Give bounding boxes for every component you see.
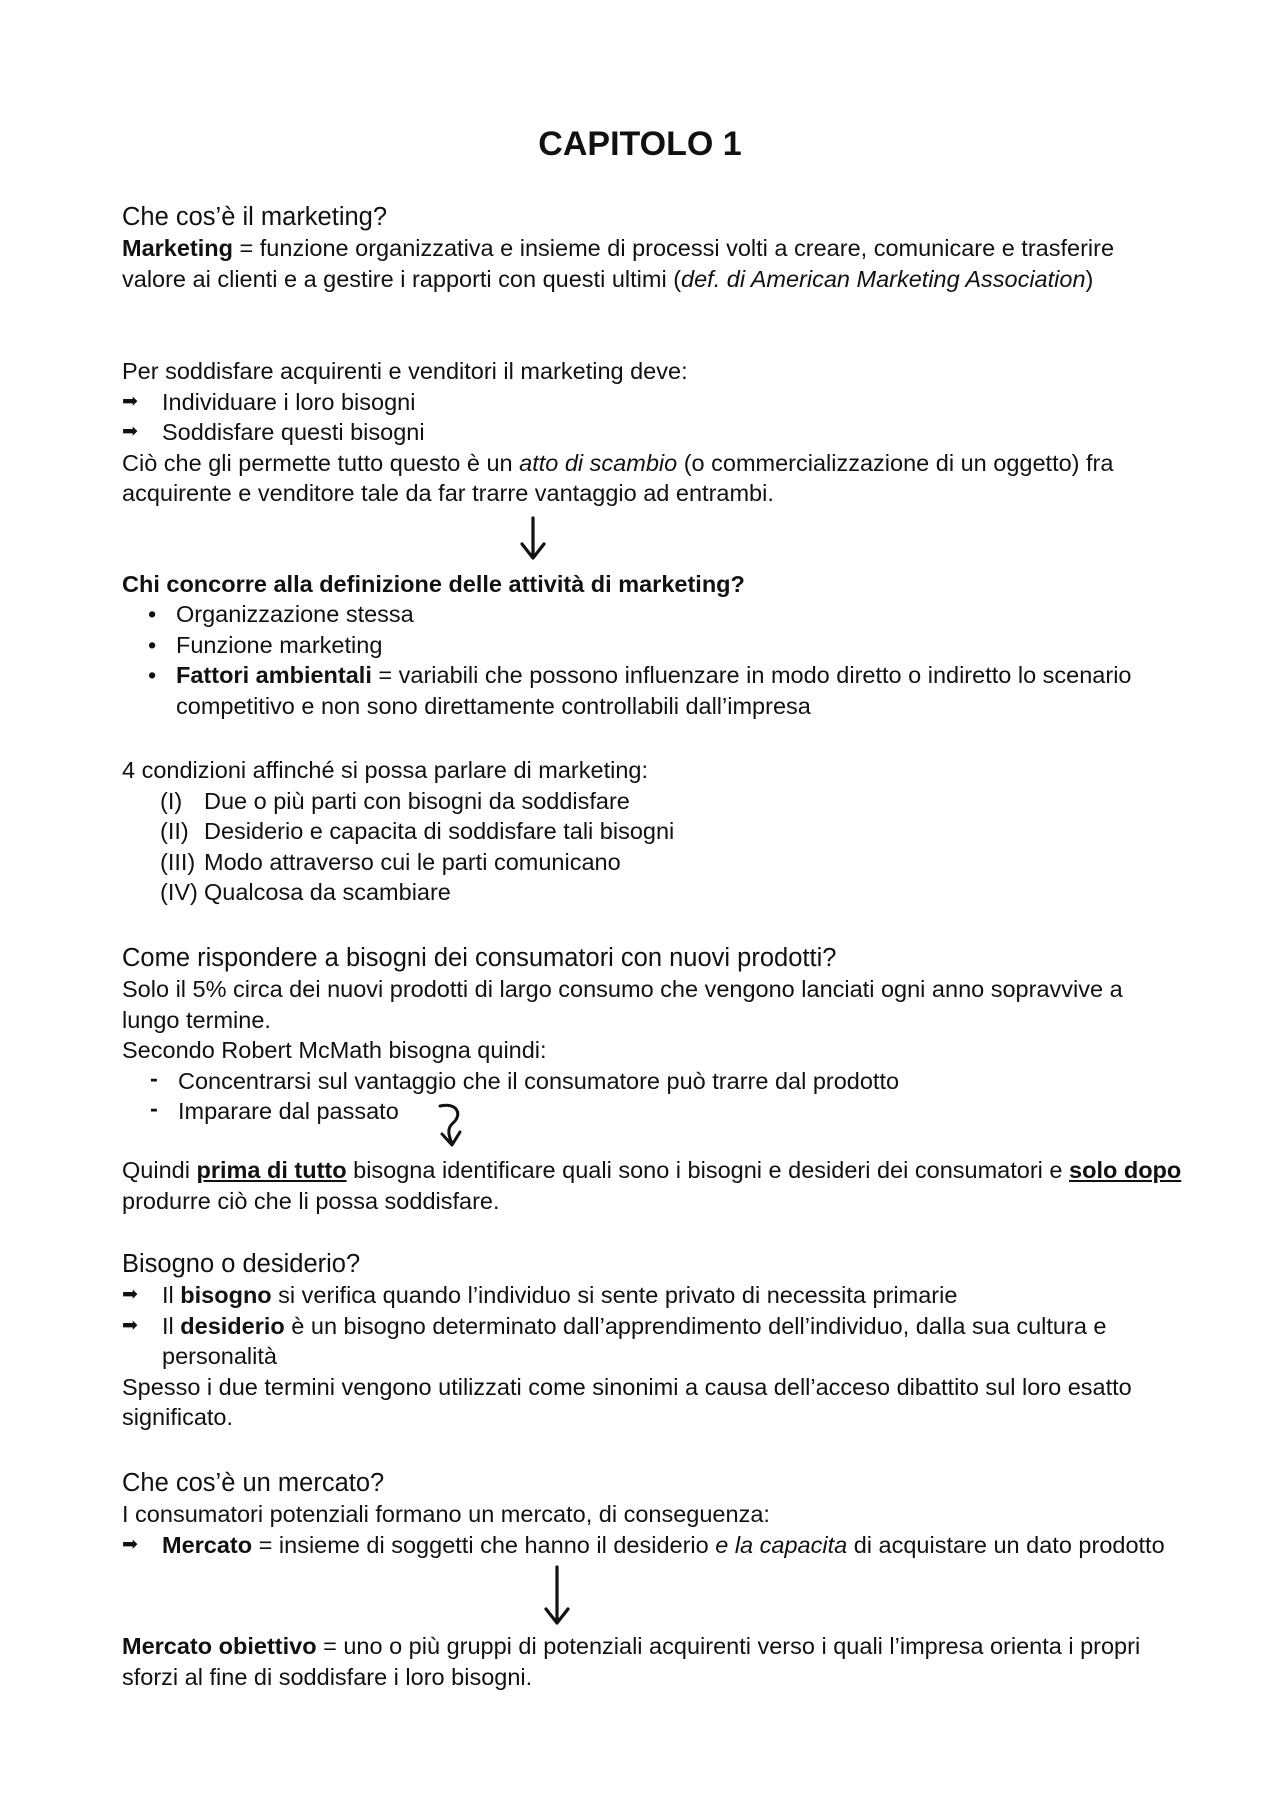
list-item: ➡ Mercato = insieme di soggetti che hanno il desiderio e la capacita di acquistare un dato prodotto <box>122 1530 1182 1561</box>
list-item: ➡ Il bisogno si verifica quando l’individuo si sente privato di necessita primarie <box>122 1280 1182 1311</box>
list-item: (IV) Qualcosa da scambiare <box>160 879 451 905</box>
section-target-market <box>122 1631 1182 1692</box>
paragraph: Spesso i due termini vengono utilizzati come sinonimi a causa dell’acceso dibattito sul loro esatto significato. <box>122 1373 1132 1430</box>
paragraph: Mercato obiettivo = uno o più gruppi di potenziali acquirenti verso i quali l’impresa orienta i propri sforzi al fine di soddisfare i loro bisogni. <box>122 1633 1141 1690</box>
paragraph: Solo il 5% circa dei nuovi prodotti di largo consumo che vengono lanciati ogni anno sopravvive a lungo termine. <box>122 976 1123 1033</box>
list-item: (I) Due o più parti con bisogni da soddisfare <box>160 787 630 814</box>
paragraph: Secondo Robert McMath bisogna quindi: <box>122 1037 547 1063</box>
marketing-definition: Marketing = funzione organizzativa e insieme di processi volti a creare, comunicare e trasferire valore ai clienti e a gestire i rapporti con questi ultimi (def. di American Marketing Association) <box>122 235 1115 292</box>
section-marketing-actors <box>122 569 1182 721</box>
arrow-right-icon: ➡ <box>122 390 138 412</box>
section-marketing-needs <box>122 356 1182 509</box>
section-need-or-desire <box>122 1248 1182 1433</box>
list-item: • Organizzazione stessa <box>122 599 1182 630</box>
section-new-products <box>122 942 1182 1127</box>
dash-icon: - <box>150 1064 158 1091</box>
arrow-down-icon <box>541 1565 573 1627</box>
paragraph: Ciò che gli permette tutto questo è un atto di scambio (o commercializzazione di un oggetto) fra acquirente e venditore tale da far trarre vantaggio ad entrambi. <box>122 449 1114 506</box>
section-heading: Come rispondere a bisogni dei consumatori con nuovi prodotti? <box>122 944 837 972</box>
curved-arrow-down-icon <box>434 1100 470 1148</box>
list-item: ➡ Il desiderio è un bisogno determinato dall’apprendimento dell’individuo, dalla sua cultura e personalità <box>122 1312 1107 1369</box>
paragraph: Quindi prima di tutto bisogna identificare quali sono i bisogni e desideri dei consumatori e solo dopo produrre ciò che li possa soddisfare. <box>122 1157 1182 1214</box>
arrow-right-icon: ➡ <box>122 1533 138 1555</box>
list-item: ➡ Individuare i loro bisogni <box>122 387 1182 418</box>
arrow-right-icon: ➡ <box>122 1284 138 1305</box>
section-heading: Bisogno o desiderio? <box>122 1250 361 1278</box>
arrow-down-icon <box>518 516 548 562</box>
dash-icon: - <box>150 1095 158 1121</box>
section-marketing-conditions <box>122 755 1182 908</box>
list-item: (III) Modo attraverso cui le parti comunicano <box>160 848 621 875</box>
chapter-title: CAPITOLO 1 <box>538 125 742 163</box>
list-item: • Funzione marketing <box>122 630 1182 661</box>
section-heading: Che cos’è un mercato? <box>122 1469 385 1497</box>
arrow-right-icon: ➡ <box>122 1314 138 1336</box>
list-item: (II) Desiderio e capacita di soddisfare tali bisogni <box>160 818 675 844</box>
bullet-icon: • <box>148 631 157 658</box>
paragraph: I consumatori potenziali formano un mercato, di conseguenza: <box>122 1501 770 1527</box>
section-market <box>122 1467 1182 1560</box>
section-new-products-conclusion <box>122 1155 1182 1216</box>
arrow-right-icon: ➡ <box>122 421 138 442</box>
section-heading: Che cos’è il marketing? <box>122 203 388 231</box>
paragraph: 4 condizioni affinché si possa parlare di marketing: <box>122 757 648 783</box>
list-item: - Concentrarsi sul vantaggio che il consumatore può trarre dal prodotto <box>150 1064 900 1094</box>
list-item: - Imparare dal passato <box>150 1095 399 1124</box>
bullet-icon: • <box>148 601 157 627</box>
bullet-icon: • <box>148 662 157 688</box>
section-heading: Chi concorre alla definizione delle attività di marketing? <box>122 571 745 597</box>
list-item: ➡ Soddisfare questi bisogni <box>122 417 1182 448</box>
section-marketing-definition <box>122 201 1182 294</box>
list-item: • Fattori ambientali = variabili che possono influenzare in modo diretto o indiretto lo scenario competitivo e non sono direttamente controllabili dall’impresa <box>148 662 1132 719</box>
paragraph: Per soddisfare acquirenti e venditori il marketing deve: <box>122 358 688 384</box>
